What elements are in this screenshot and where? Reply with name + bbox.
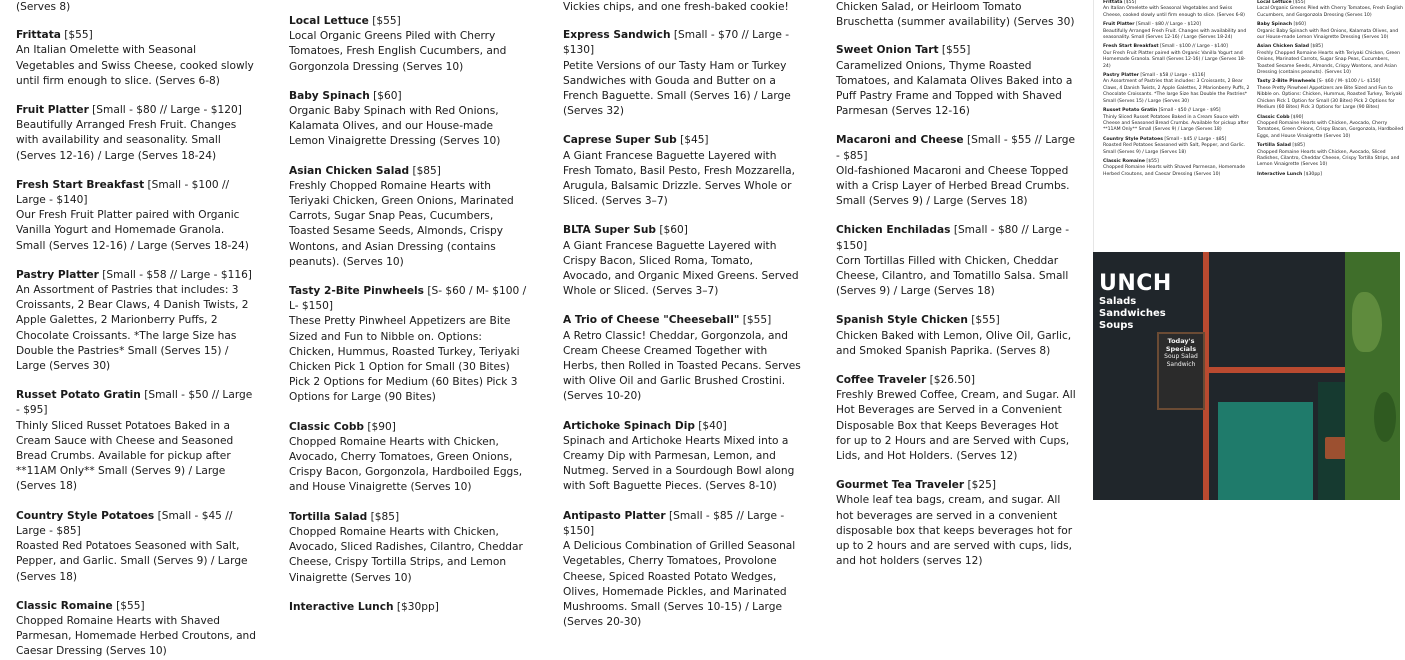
item-name: Coffee Traveler — [836, 374, 927, 387]
item-name: Russet Potato Gratin — [16, 389, 141, 402]
item-name: Local Lettuce — [289, 15, 369, 27]
item-name: Macaroni and Cheese — [836, 134, 964, 147]
item-name: BLTA Super Sub — [563, 224, 656, 237]
item-price: [Small - $70 // Large - $130] — [563, 29, 790, 57]
menu-column-1 — [16, 0, 256, 658]
item-price: [$55] — [372, 15, 401, 27]
item-name: Classic Cobb — [289, 420, 364, 433]
menu-item — [1257, 0, 1405, 19]
menu-item — [16, 28, 256, 89]
item-description: Old-fashioned Macaroni and Cheese Topped with a Crisp Layer of Herbed Bread Crumbs. Small (Serves 9) / Large (Serves 18) — [836, 164, 1070, 208]
item-description: These Pretty Pinwheel Appetizers are Bite Sized and Fun to Nibble on. Options: Chicken, Hummus, Roasted Turkey, Teriyaki Chicken Pick 1 Option for Small (30 Bites) Pick 2 Options for Medium (60 Bites) Pick 3 Options for Large (90 Bites) — [289, 315, 520, 404]
item-description: An Italian Omelette with Seasonal Vegetables and Swiss Cheese, cooked slowly until firm enough to slice. (Serves 6-8) — [16, 44, 254, 87]
item-price: [$85] — [1292, 143, 1305, 149]
fragment-top: (Serves 8) — [16, 1, 71, 13]
item-name: Baby Spinach — [289, 89, 370, 102]
item-price: [$55] — [1146, 158, 1159, 164]
menu-column-4 — [836, 0, 1076, 568]
menu-item — [1103, 0, 1251, 19]
item-price: [Small - $80 // Large - $120] — [1136, 22, 1201, 28]
item-name: Classic Cobb — [1257, 114, 1290, 120]
menu-item — [563, 133, 801, 209]
thumb-column-b — [1257, 0, 1405, 252]
menu-item — [836, 43, 1076, 119]
menu-item — [1103, 137, 1251, 156]
menu-item — [16, 599, 256, 660]
item-name: Russet Potato Gratin — [1103, 108, 1158, 114]
item-description: Freshly Brewed Coffee, Cream, and Sugar. All Hot Beverages are Served in a Convenient Disposable Box that Keeps Beverages Hot for up to 2 Hours and are Served with Cups, Lids, and Hot Holders. (Serves 12) — [836, 389, 1076, 463]
menu-item — [289, 420, 527, 496]
menu-item — [1257, 172, 1405, 178]
item-price: [S- $60 / M- $100 / L- $150] — [289, 285, 527, 313]
item-name: Caprese Super Sub — [563, 134, 677, 147]
item-price: [$60] — [1293, 22, 1306, 28]
menu-thumbnail — [1093, 0, 1404, 252]
menu-item — [16, 178, 256, 254]
menu-column-2 — [289, 0, 527, 613]
menu-item — [16, 509, 256, 585]
menu-item — [836, 223, 1076, 299]
item-price: [$26.50] — [929, 374, 975, 387]
item-name: Antipasto Platter — [563, 509, 666, 522]
item-description: Chopped Romaine Hearts with Shaved Parmesan, Homemade Herbed Croutons, and Caesar Dressing (Serves 10) — [16, 614, 256, 658]
item-description: An Italian Omelette with Seasonal Vegetables and Swiss Cheese, cooked slowly until firm enough to slice. (Serves 6-8) — [1103, 6, 1245, 18]
item-description: Caramelized Onions, Thyme Roasted Tomatoes, and Kalamata Olives Baked into a Puff Pastry Frame and Topped with Shaved Parmesan (Serves 12-16) — [836, 59, 1073, 118]
storefront-photo — [1093, 252, 1400, 500]
item-name: Interactive Lunch — [289, 600, 394, 613]
item-description: A Giant Francese Baguette Layered with Crispy Bacon, Sliced Roma, Tomato, Avocado, and Organic Mixed Greens. Served Whole or Sliced. (Serves 3–7) — [563, 239, 799, 298]
item-description: Chopped Romaine Hearts with Shaved Parmesan, Homemade Herbed Croutons, and Caesar Dressing (Serves 10) — [1103, 165, 1246, 177]
item-name: Baby Spinach — [1257, 22, 1293, 28]
item-description: Thinly Sliced Russet Potatoes Baked in a Cream Sauce with Cheese and Seasoned Bread Crumbs. Available for pickup after **11AM Only** Small (Serves 9) / Large (Serves 18) — [1103, 114, 1249, 133]
item-description: Corn Tortillas Filled with Chicken, Cheddar Cheese, Cilantro, and Tomatillo Salsa. Small (Serves 9) / Large (Serves 18) — [836, 254, 1069, 298]
fragment-top: Vickies chips, and one fresh-baked cookie! — [563, 1, 789, 13]
item-name: Asian Chicken Salad — [1257, 44, 1310, 50]
item-price: [Small - $50 // Large - $95] — [16, 389, 253, 417]
item-price: [S- $60 / M- $100 / L- $150] — [1317, 79, 1381, 85]
plants — [1345, 252, 1400, 500]
item-price: [Small - $58 // Large - $116] — [1140, 73, 1206, 79]
fragment-top: Chicken Salad, or Heirloom Tomato Bruschetta (summer availability) (Serves 30) — [836, 1, 1075, 29]
menu-item — [563, 223, 801, 299]
item-price: [$45] — [680, 134, 709, 147]
menu-item — [836, 373, 1076, 464]
item-name: Sweet Onion Tart — [836, 44, 939, 57]
item-description: A Delicious Combination of Grilled Seasonal Vegetables, Cherry Tomatoes, Provolone Cheese, Spiced Roasted Potato Wedges, Olives, Homemade Pickles, and Marinated Mushrooms. Small (Serves 10-15) / Large (Serves 20-30) — [563, 540, 796, 629]
menu-item — [289, 164, 527, 270]
item-name: Tortilla Salad — [289, 510, 368, 523]
item-name: Frittata — [1103, 0, 1123, 5]
menu-item — [1103, 73, 1251, 105]
menu-item — [1257, 79, 1405, 111]
item-description: Chicken Baked with Lemon, Olive Oil, Garlic, and Smoked Spanish Paprika. (Serves 8) — [836, 329, 1072, 357]
item-price: [Small - $100 // Large - $140] — [16, 178, 230, 207]
item-name: Fruit Platter — [1103, 22, 1135, 28]
sign-line: Salads — [1099, 296, 1137, 307]
item-name: Express Sandwich — [563, 29, 671, 42]
item-name: Tortilla Salad — [1257, 143, 1291, 149]
item-price: [Small - $80 // Large - $150] — [836, 224, 1070, 252]
item-description: A Retro Classic! Cheddar, Gorgonzola, and Cream Cheese Creamed Together with Herbs, then Rolled in Toasted Pecans. Serves with Olive Oil and Garlic Brushed Crostini. (Serves 10-20) — [563, 329, 801, 403]
item-price: [Small - $100 // Large - $140] — [1160, 44, 1228, 50]
item-name: Tasty 2-Bite Pinwheels — [289, 285, 424, 298]
menu-item — [289, 284, 527, 406]
menu-item — [16, 388, 256, 494]
item-description: Roasted Red Potatoes Seasoned with Salt, Pepper, and Garlic. Small (Serves 9) / Large (Serves 18) — [1103, 143, 1246, 155]
thumb-column-a — [1103, 0, 1251, 252]
item-name: Classic Romaine — [16, 599, 113, 612]
item-name: Fresh Start Breakfast — [1103, 44, 1159, 50]
item-price: [$25] — [967, 479, 996, 492]
board-text: Soup Salad Sandwich — [1164, 353, 1198, 368]
menu-item — [563, 509, 801, 631]
item-description: Petite Versions of our Tasty Ham or Turkey Sandwiches with Gouda and Butter on a French Baguette. Small (Serves 16) / Large (Serves 32) — [563, 59, 791, 118]
item-price: [$40] — [698, 419, 727, 432]
item-price: [Small - $45 // Large - $85] — [16, 509, 233, 537]
item-price: [$30pp] — [1303, 171, 1322, 177]
menu-item — [1103, 108, 1251, 134]
menu-item — [836, 133, 1076, 209]
item-name: Tasty 2-Bite Pinwheels — [1257, 79, 1316, 85]
menu-item — [1257, 115, 1405, 141]
item-price: [Small - $55 // Large - $85] — [836, 134, 1076, 162]
item-description: A Giant Francese Baguette Layered with Fresh Tomato, Basil Pesto, Fresh Mozzarella, Arugula, Balsamic Drizzle. Serves Whole or Sliced. (Serves 3–7) — [563, 149, 796, 208]
item-price: [$85] — [1310, 44, 1323, 50]
item-description: Local Organic Greens Piled with Cherry Tomatoes, Fresh English Cucumbers, and Gorgonzola Dressing (Serves 10) — [1257, 6, 1404, 18]
item-name: Interactive Lunch — [1257, 171, 1303, 177]
menu-item — [836, 313, 1076, 359]
item-price: [$55] — [116, 599, 145, 612]
green-wall — [1218, 402, 1313, 500]
item-price: [$60] — [373, 89, 402, 102]
item-description: Local Organic Greens Piled with Cherry Tomatoes, Fresh English Cucumbers, and Gorgonzola Dressing (Serves 10) — [289, 30, 507, 73]
menu-item — [563, 313, 801, 404]
item-price: [$85] — [412, 164, 441, 177]
plants-leaf — [1374, 392, 1396, 442]
item-name: Country Style Potatoes — [16, 509, 155, 522]
menu-item — [289, 89, 527, 150]
item-name: Pastry Platter — [1103, 73, 1139, 79]
menu-item — [1103, 159, 1251, 178]
item-description: Spinach and Artichoke Hearts Mixed into a Creamy Dip with Parmesan, Lemon, and Nutmeg. Served in a Sourdough Bowl along with Soft Baguette Pieces. (Serves 8-10) — [563, 434, 795, 493]
menu-item — [1257, 143, 1405, 169]
item-price: [$90] — [1290, 114, 1304, 120]
menu-item — [1103, 44, 1251, 70]
sign-line: Soups — [1099, 320, 1134, 331]
item-name: Chicken Enchiladas — [836, 224, 951, 237]
item-name: Pastry Platter — [16, 268, 99, 281]
item-name: Fresh Start Breakfast — [16, 178, 145, 191]
item-description: An Assortment of Pastries that includes: 3 Croissants, 2 Bear Claws, 4 Danish Twists, 2 Apple Galettes, 2 Marionberry Puffs, 2 Chocolate Croissants. *The large Size has Double the Pastries* Small (Serves 15) / Large (Serves 30) — [1103, 79, 1250, 104]
item-name: Country Style Potatoes — [1103, 136, 1163, 142]
item-description: Thinly Sliced Russet Potatoes Baked in a Cream Sauce with Cheese and Seasoned Bread Crumbs. Available for pickup after **11AM Only** Small (Serves 9) / Large (Serves 18) — [16, 419, 234, 493]
item-description: Our Fresh Fruit Platter paired with Organic Vanilla Yogurt and Homemade Granola. Small (Serves 12-16) / Large (Serves 18-24) — [16, 209, 249, 252]
menu-item — [16, 103, 256, 164]
sign-big: UNCH — [1099, 271, 1172, 296]
item-price: [Small - $45 // Large - $85] — [1164, 136, 1227, 142]
menu-item — [1257, 22, 1405, 41]
item-description: Freshly Chopped Romaine Hearts with Teriyaki Chicken, Green Onions, Marinated Carrots, Sugar Snap Peas, Cucumbers, Toasted Sesame Seeds, Almonds, Crispy Wontons, and Asian Dressing (contains peanuts). (Serves 10) — [289, 179, 514, 268]
item-price: [$55] — [1293, 0, 1306, 5]
menu-item — [563, 419, 801, 495]
item-name: Fruit Platter — [16, 104, 89, 117]
item-description: Whole leaf tea bags, cream, and sugar. All hot beverages are served in a convenient disposable box that keeps beverages hot for up to 2 hours and are served with cups, lids, and hot holders (serves 12) — [836, 494, 1073, 568]
item-name: Gourmet Tea Traveler — [836, 479, 965, 492]
chalkboard — [1157, 332, 1205, 410]
item-name: Frittata — [16, 29, 61, 42]
item-price: [$55] — [941, 44, 971, 57]
item-price: [Small - $58 // Large - $116] — [102, 268, 252, 281]
item-price: [$30pp] — [396, 600, 439, 613]
item-price: [$85] — [370, 510, 400, 523]
item-price: [$90] — [367, 420, 396, 433]
menu-item — [563, 28, 801, 119]
item-price: [Small - $80 // Large - $120] — [92, 104, 242, 117]
menu-item — [836, 478, 1076, 569]
item-price: [Small - $85 // Large - $150] — [563, 509, 785, 537]
menu-item — [289, 510, 527, 586]
item-name: Classic Romaine — [1103, 158, 1145, 164]
item-description: Beautifully Arranged Fresh Fruit. Changes with availability and seasonality. Small (Serves 12-16) / Large (Serves 18-24) — [16, 119, 237, 162]
item-name: A Trio of Cheese "Cheeseball" — [563, 314, 740, 327]
item-name: Artichoke Spinach Dip — [563, 419, 695, 432]
item-description: An Assortment of Pastries that includes: 3 Croissants, 2 Bear Claws, 4 Danish Twists, 2 Apple Galettes, 2 Marionberry Puffs, 2 Chocolate Croissants. *The large Size has Double the Pastries* Small (Serves 15) / Large (Serves 30) — [16, 284, 249, 373]
menu-column-3 — [563, 0, 801, 629]
item-description: These Pretty Pinwheel Appetizers are Bite Sized and Fun to Nibble on. Options: Chicken, Hummus, Roasted Turkey, Teriyaki Chicken Pick 1 Option for Small (30 Bites) Pick 2 Options for Medium (60 Bites) Pick 3 Options for Large (90 Bites) — [1257, 85, 1403, 111]
item-price: [Small - $50 // Large - $95] — [1158, 108, 1221, 114]
item-description: Beautifully Arranged Fresh Fruit. Changes with availability and seasonality. Small (Serves 12-16) / Large (Serves 18-24) — [1103, 28, 1247, 41]
item-description: Chopped Romaine Hearts with Chicken, Avocado, Sliced Radishes, Cilantro, Cheddar Cheese, Crispy Tortilla Strips, and Lemon Vinaigrette (Serves 10) — [289, 525, 523, 584]
item-price: [$55] — [64, 29, 93, 42]
item-description: Roasted Red Potatoes Seasoned with Salt, Pepper, and Garlic. Small (Serves 9) / Large (Serves 18) — [16, 540, 248, 583]
item-price: [$55] — [1123, 0, 1137, 5]
menu-item — [1103, 22, 1251, 41]
item-description: Organic Baby Spinach with Red Onions, Kalamata Olives, and our House-made Lemon Vinaigrette Dressing (Serves 10) — [289, 105, 501, 148]
menu-item — [289, 14, 527, 75]
item-description: Chopped Romaine Hearts with Chicken, Avocado, Cherry Tomatoes, Green Onions, Crispy Bacon, Gorgonzola, Hardboiled Eggs, and House Vinaigrette (Serves 10) — [289, 435, 523, 494]
item-name: Local Lettuce — [1257, 0, 1292, 5]
item-description: Chopped Romaine Hearts with Chicken, Avocado, Cherry Tomatoes, Green Onions, Crispy Bacon, Gorgonzola, Hardboiled Eggs, and House Vinaigrette (Serves 10) — [1257, 120, 1404, 139]
item-description: Freshly Chopped Romaine Hearts with Teriyaki Chicken, Green Onions, Marinated Carrots, Sugar Snap Peas, Cucumbers, Toasted Sesame Seeds, Almonds, Crispy Wontons, and Asian Dressing (contains peanuts). (Serves 10) — [1257, 50, 1400, 76]
item-name: Asian Chicken Salad — [289, 164, 410, 177]
board-title: Today's Specials — [1165, 337, 1197, 353]
item-description: Organic Baby Spinach with Red Onions, Kalamata Olives, and our House-made Lemon Vinaigrette Dressing (Serves 10) — [1257, 28, 1399, 41]
item-description: Our Fresh Fruit Platter paired with Organic Vanilla Yogurt and Homemade Granola. Small (Serves 12-16) / Large (Serves 18-24) — [1103, 50, 1246, 69]
item-price: [$55] — [971, 314, 1000, 327]
menu-item — [16, 268, 256, 374]
menu-item — [289, 600, 527, 615]
item-name: Spanish Style Chicken — [836, 314, 968, 327]
sign-line: Sandwiches — [1099, 308, 1166, 319]
item-description: Chopped Romaine Hearts with Chicken, Avocado, Sliced Radishes, Cilantro, Cheddar Cheese, Crispy Tortilla Strips, and Lemon Vinaigrette (Serves 10) — [1257, 149, 1400, 168]
item-price: [$55] — [742, 314, 772, 327]
item-price: [$60] — [659, 224, 688, 237]
menu-item — [1257, 44, 1405, 76]
